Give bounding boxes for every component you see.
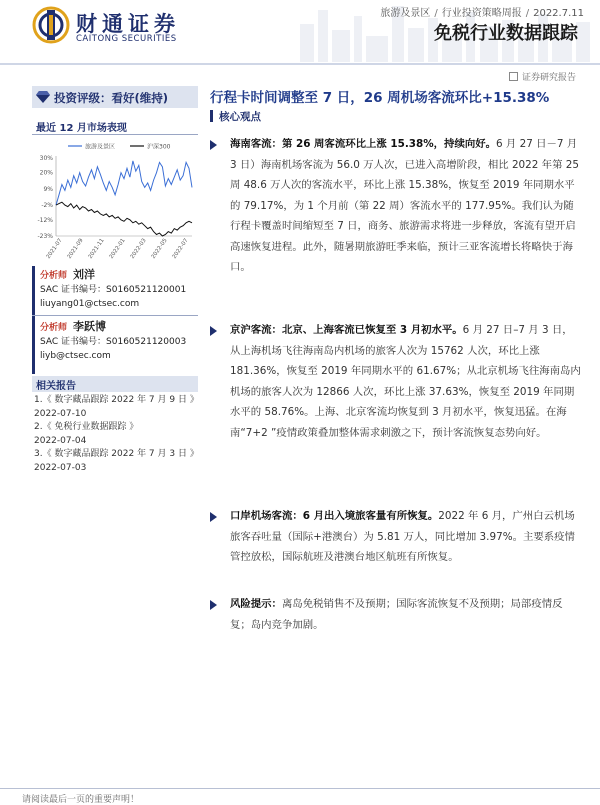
analyst-name: 刘洋 <box>73 268 96 281</box>
x-tick-label: 2021-11 <box>87 237 106 260</box>
breadcrumb-separator: / <box>434 8 438 19</box>
performance-title: 最近 12 月市场表现 <box>36 123 127 134</box>
company-name-en: CAITONG SECURITIES <box>76 34 177 44</box>
y-tick-label: 9% <box>43 185 53 193</box>
key-points-label: 核心观点 <box>219 111 261 123</box>
analyst-email[interactable]: liuyang01@ctsec.com <box>40 299 140 309</box>
related-reports-list <box>34 394 198 475</box>
paragraph-lead: 口岸机场客流：6 月出入境旅客量有所恢复。 <box>230 510 439 522</box>
y-tick-label: 20% <box>39 169 53 177</box>
breadcrumb-date: 2022.7.11 <box>533 8 584 19</box>
analyst-name: 李跃博 <box>73 320 107 333</box>
footer-divider <box>0 788 600 789</box>
related-report-date: 2022-07-04 <box>34 435 87 446</box>
key-points-bar <box>210 110 213 122</box>
paragraph-lead: 风险提示： <box>230 598 282 610</box>
bullet-arrow-icon <box>210 512 217 522</box>
headline: 行程卡时间调整至 7 日，26 周机场客流环比+15.38% <box>210 90 550 106</box>
y-tick-label: 30% <box>39 155 53 162</box>
main-content <box>210 86 582 631</box>
y-tick-label: -12% <box>37 216 53 224</box>
related-report-item[interactable] <box>34 448 198 475</box>
related-report-date: 2022-07-03 <box>34 462 87 473</box>
paragraph-text: 离岛免税销售不及预期；国际客流恢复不及预期；局部疫情反复；岛内竞争加剧。 <box>230 598 563 631</box>
analyst-accent-bar <box>32 318 35 374</box>
analyst-divider <box>32 315 198 316</box>
header-banner <box>0 0 600 62</box>
company-name-cn: 财通证券 <box>76 12 180 36</box>
report-icon <box>509 72 518 81</box>
series-line <box>56 202 192 236</box>
report-type-text: 证券研究报告 <box>521 73 576 83</box>
investment-rating: 投资评级：看好(维持) <box>54 91 169 105</box>
x-tick-label: 2022-01 <box>108 237 127 260</box>
key-points-header <box>210 108 300 124</box>
analyst-label: 分析师 <box>40 323 68 333</box>
diamond-icon <box>36 91 50 103</box>
legend-label: 旅游及景区 <box>85 143 116 151</box>
company-logo <box>32 6 182 46</box>
breadcrumb-separator: / <box>525 8 530 19</box>
analyst-card-2 <box>40 320 186 363</box>
y-tick-label: -2% <box>41 202 53 210</box>
related-report-item[interactable] <box>34 394 198 421</box>
related-reports-header <box>32 376 198 392</box>
paragraph-lead: 京沪客流：北京、上海客流已恢复至 3 月初水平。 <box>230 324 463 336</box>
document-title: 免税行业数据跟踪 <box>434 23 578 44</box>
legend-label: 沪深300 <box>147 143 171 151</box>
header-divider <box>0 63 600 65</box>
analyst-accent-bar <box>32 266 35 322</box>
x-tick-label: 2022-05 <box>150 237 169 260</box>
analyst-sac: SAC 证书编号：S0160521120003 <box>40 337 187 347</box>
logo-emblem-icon <box>32 6 70 44</box>
paragraph-port-airport <box>210 506 582 568</box>
related-report-title[interactable]: 3.《 数字藏品跟踪 2022 年 7 月 3 日 》 <box>34 449 199 459</box>
x-tick-label: 2022-07 <box>171 237 190 260</box>
analyst-sac: SAC 证书编号：S0160521120001 <box>40 285 187 295</box>
breadcrumb-sector: 旅游及景区 <box>380 8 431 19</box>
x-tick-label: 2021-09 <box>66 237 85 260</box>
x-tick-label: 2021-07 <box>45 237 64 260</box>
breadcrumb <box>380 4 584 19</box>
rating-box <box>32 86 198 108</box>
analyst-label: 分析师 <box>40 271 68 281</box>
paragraph-risk <box>210 594 582 635</box>
related-report-title[interactable]: 2.《 免税行业数据跟踪 》 <box>34 422 139 432</box>
breadcrumb-report-type: 行业投资策略周报 <box>441 8 522 19</box>
footer-note: 请阅读最后一页的重要声明！ <box>22 795 140 805</box>
y-tick-label: -23% <box>37 233 53 240</box>
related-report-title[interactable]: 1.《 数字藏品跟踪 2022 年 7 月 9 日 》 <box>34 395 199 405</box>
paragraph-text: 2022 年 6 月，广州白云机场旅客吞吐量（国际+港澳台）为 5.81 万人，同比增加 3.97%。主要系疫情管控放松，国际航班及港澳台地区航班有所恢复。 <box>230 510 575 563</box>
paragraph-lead: 海南客流：第 26 周客流环比上涨 15.38%，持续向好。 <box>230 138 497 150</box>
bullet-arrow-icon <box>210 326 217 336</box>
bullet-arrow-icon <box>210 600 217 610</box>
bullet-arrow-icon <box>210 140 217 150</box>
related-report-item[interactable] <box>34 421 198 448</box>
paragraph-text: 6 月 27 日－7 月 3 日）海南机场客流为 56.0 万人次，已进入高增阶段，相比 2022 年第 25 周 48.6 万人次的客流水平，环比上涨 15.38%，恢复至 2019 年同期水平的 79.17%，为 1 个月前（第 22 周）客流水平的 177.95%。我们认为随行程卡覆盖时间缩短至 7 日，商务、旅游需求将进一步释放，客流有望开启高速恢复进程。此外，随暑期旅游旺季来临，预计三亚客流增长将略快于海口。 <box>230 138 579 273</box>
performance-divider <box>32 134 198 135</box>
related-reports-title: 相关报告 <box>36 381 76 392</box>
paragraph-text: 6 月 27 日–7 月 3 日，从上海机场飞往海南岛内机场的旅客人次为 15762 人次，环比上涨 181.36%，恢复至 2019 年同期水平的 61.67%；从北京机场飞往海南岛内机场的旅客人次为 12866 人次，环比上涨 37.63%，恢复至 2019 年同期水平的 58.76%。上海、北京客流均恢复到 3 月初水平，恢复迅猛。在海南“7+2 ”疫情政策叠加整体需求刺激之下，预计客流恢复态势向好。 <box>230 324 581 439</box>
paragraph-hainan <box>210 134 582 278</box>
series-line <box>56 161 192 205</box>
analyst-card-1 <box>40 268 186 311</box>
x-tick-label: 2022-03 <box>129 237 148 260</box>
related-report-date: 2022-07-10 <box>34 408 87 419</box>
paragraph-beijing-shanghai <box>210 320 582 443</box>
analyst-email[interactable]: liyb@ctsec.com <box>40 351 111 361</box>
report-type-label <box>509 70 576 83</box>
performance-chart <box>32 138 198 266</box>
